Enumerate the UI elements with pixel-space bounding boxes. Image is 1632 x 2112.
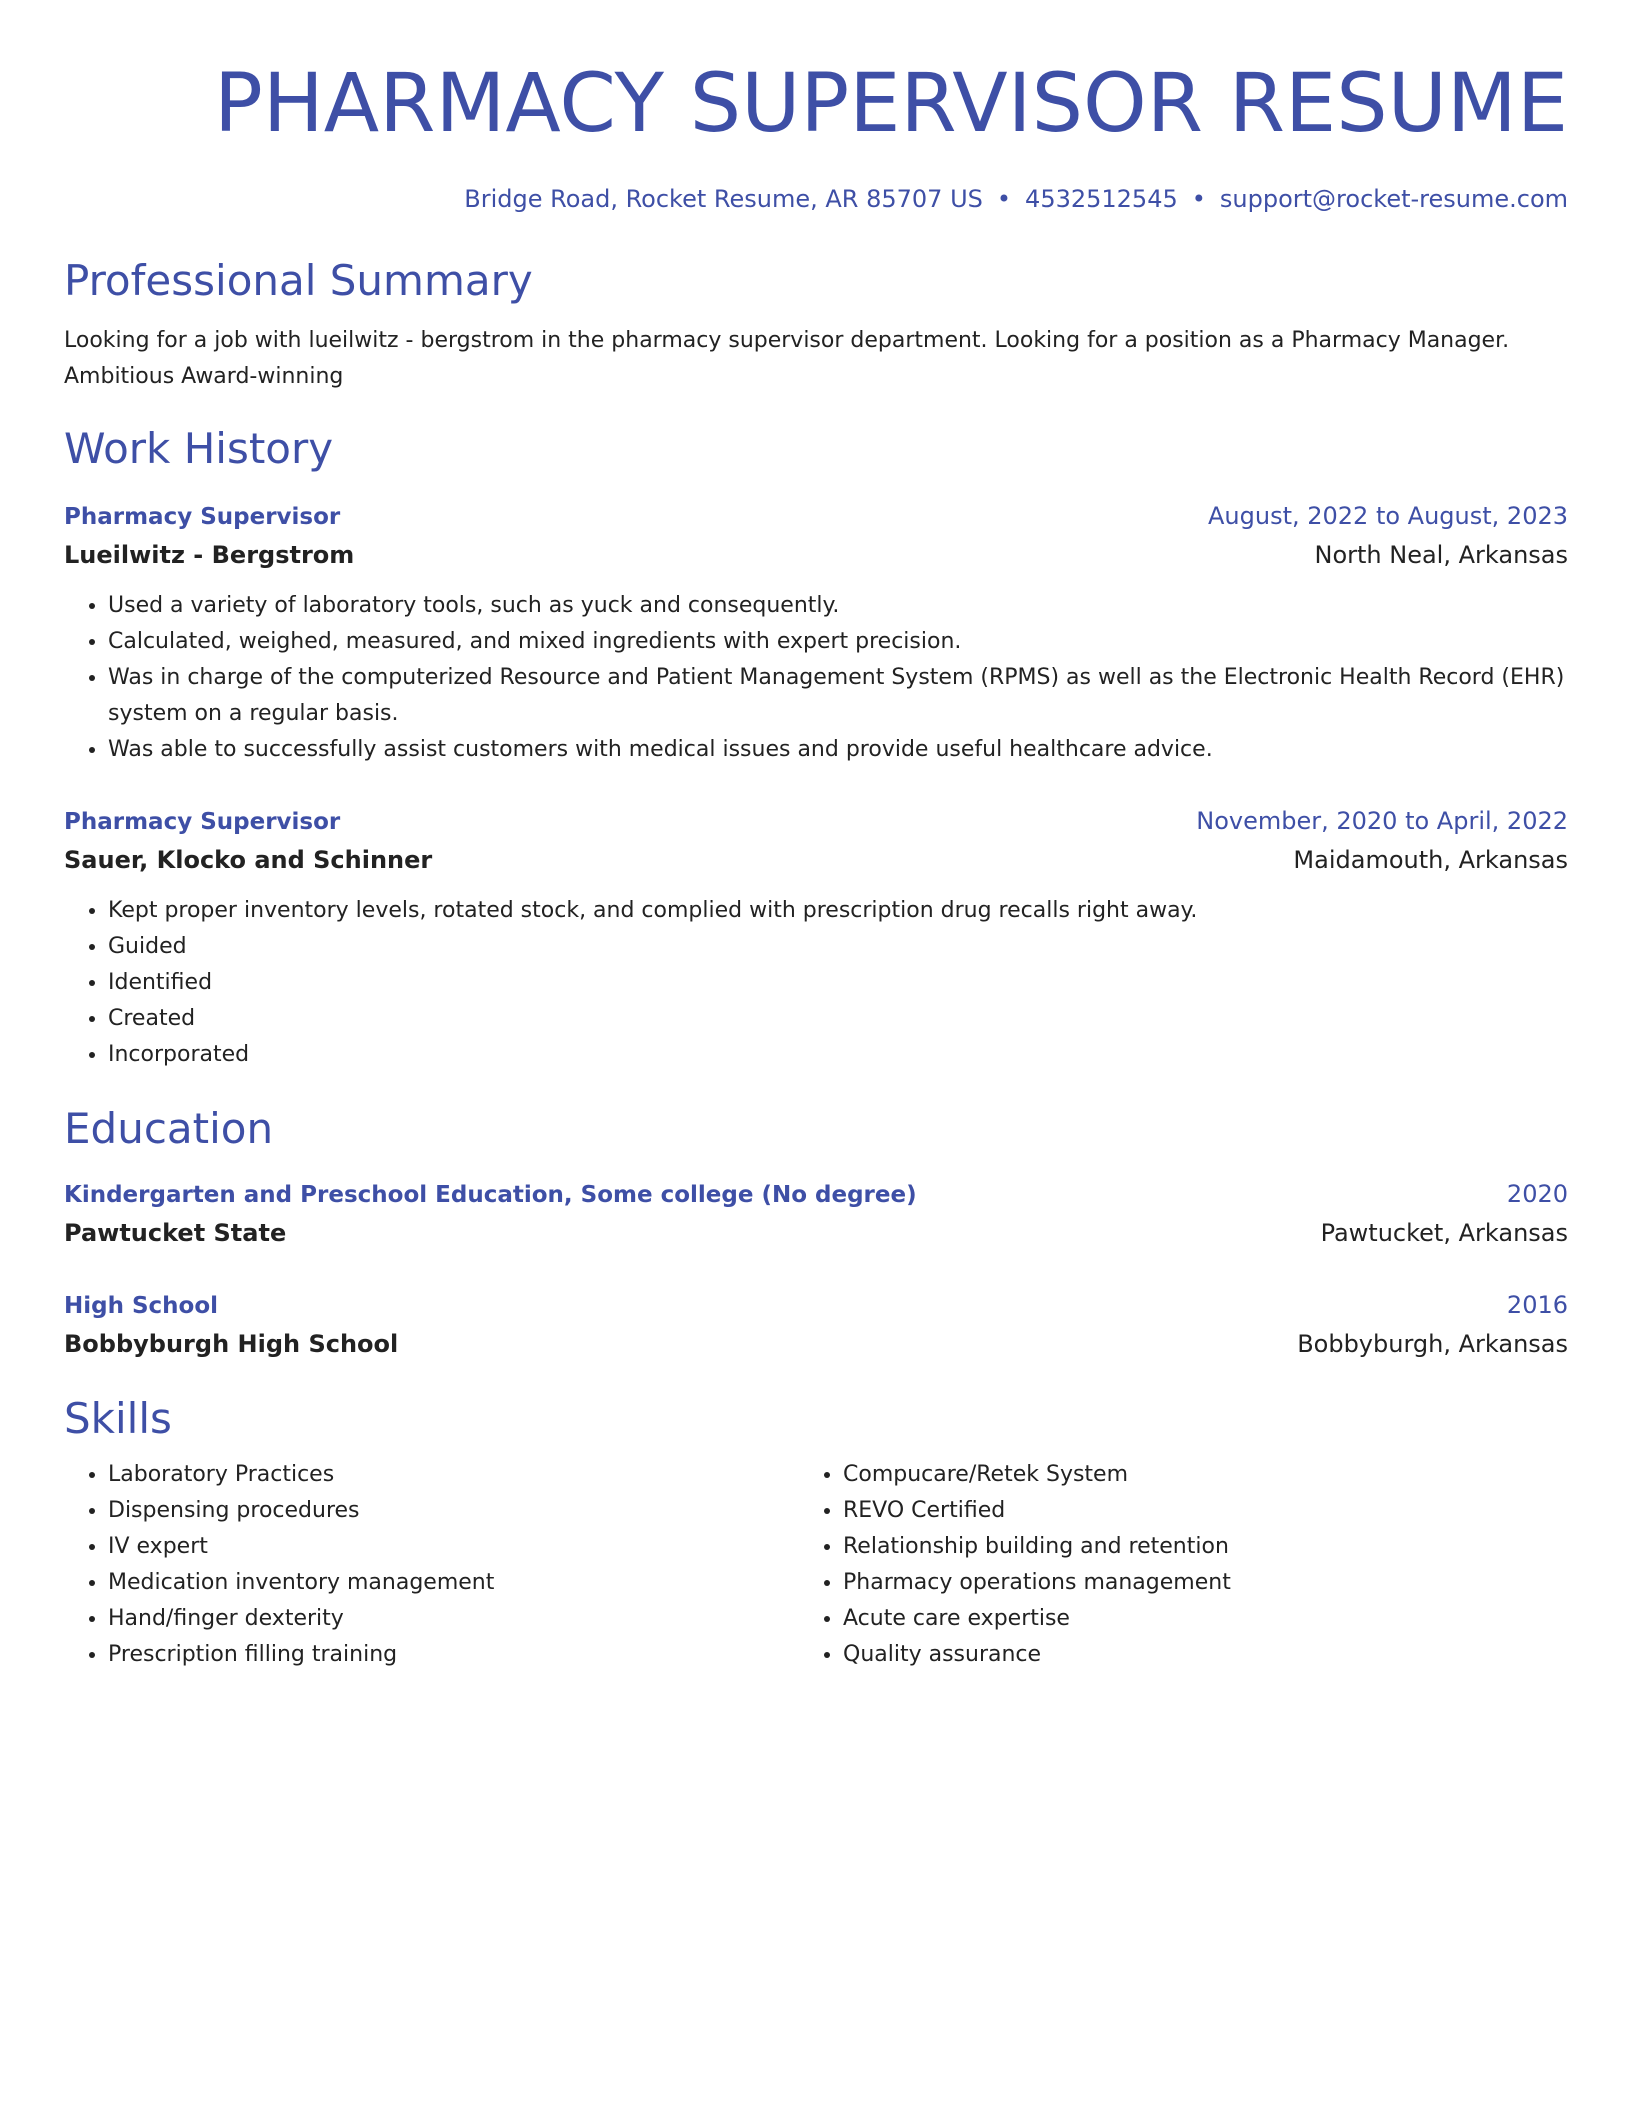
resume-title: PHARMACY SUPERVISOR RESUME: [214, 57, 1568, 151]
skills-column-right: [799, 1457, 1534, 1673]
list-item: • Calculated, weighed, measured, and mixed ingredients with expert precision.: [108, 624, 1568, 660]
list-item: • REVO Certified: [843, 1493, 1534, 1529]
contact-separator: •: [1191, 185, 1206, 213]
resume-header: [64, 56, 1568, 215]
list-item: • Pharmacy operations management: [843, 1565, 1534, 1601]
school-name: Bobbyburgh High School: [64, 1330, 399, 1358]
job-dates: August, 2022 to August, 2023: [1208, 502, 1568, 530]
list-item: • Created: [108, 1001, 1568, 1037]
list-item: • Hand/finger dexterity: [108, 1601, 799, 1637]
work-entry-header: [64, 497, 1568, 536]
company-name: Sauer, Klocko and Schinner: [64, 846, 433, 874]
education-entry-subheader: [64, 1214, 1568, 1252]
degree-name: High School: [64, 1293, 219, 1319]
list-item: • Incorporated: [108, 1037, 1568, 1073]
education-entry: [64, 1286, 1568, 1363]
summary-text: Looking for a job with lueilwitz - bergstrom in the pharmacy supervisor department. Looking for a position as a Pharmacy Manager. Ambitious Award-winning: [64, 328, 1510, 389]
skills-column-left: [64, 1457, 799, 1673]
graduation-year: 2020: [1506, 1180, 1568, 1208]
work-history-heading: Work History: [64, 424, 334, 473]
contact-email: support@rocket-resume.com: [1219, 185, 1568, 213]
graduation-year: 2016: [1506, 1291, 1568, 1319]
school-location: Bobbyburgh, Arkansas: [1297, 1330, 1568, 1358]
list-item: • Dispensing procedures: [108, 1493, 799, 1529]
skills-grid: [64, 1457, 1568, 1673]
job-title: Pharmacy Supervisor: [64, 504, 341, 530]
education-heading: Education: [64, 1104, 274, 1153]
job-dates: November, 2020 to April, 2022: [1196, 807, 1568, 835]
company-name: Lueilwitz - Bergstrom: [64, 541, 355, 569]
education-entry-header: [64, 1175, 1568, 1214]
work-entry-subheader: [64, 841, 1568, 879]
education-entry-subheader: [64, 1325, 1568, 1363]
job-location: Maidamouth, Arkansas: [1293, 846, 1568, 874]
education-entry-header: [64, 1286, 1568, 1325]
degree-name: Kindergarten and Preschool Education, Some college (No degree): [64, 1182, 917, 1208]
list-item: • Acute care expertise: [843, 1601, 1534, 1637]
skills-heading: Skills: [64, 1394, 172, 1443]
skills-list: [799, 1457, 1534, 1673]
school-location: Pawtucket, Arkansas: [1320, 1219, 1568, 1247]
contact-address: Bridge Road, Rocket Resume, AR 85707 US: [464, 185, 983, 213]
education-entry: [64, 1175, 1568, 1252]
list-item: • Used a variety of laboratory tools, such as yuck and consequently.: [108, 588, 1568, 624]
list-item: • IV expert: [108, 1529, 799, 1565]
summary-heading: Professional Summary: [64, 256, 533, 305]
work-entry: [64, 802, 1568, 1073]
list-item: • Kept proper inventory levels, rotated stock, and complied with prescription drug recalls right away.: [108, 893, 1568, 929]
list-item: • Laboratory Practices: [108, 1457, 799, 1493]
list-item: • Was able to successfully assist customers with medical issues and provide useful healthcare advice.: [108, 732, 1568, 768]
list-item: • Compucare/Retek System: [843, 1457, 1534, 1493]
contact-phone: 4532512545: [1025, 185, 1178, 213]
list-item: • Quality assurance: [843, 1637, 1534, 1673]
work-entry-subheader: [64, 536, 1568, 574]
school-name: Pawtucket State: [64, 1219, 287, 1247]
contact-line: [64, 183, 1568, 215]
list-item: • Guided: [108, 929, 1568, 965]
job-duties-list: [64, 893, 1568, 1073]
job-location: North Neal, Arkansas: [1314, 541, 1568, 569]
job-title: Pharmacy Supervisor: [64, 809, 341, 835]
work-entry-header: [64, 802, 1568, 841]
list-item: • Identified: [108, 965, 1568, 1001]
list-item: • Relationship building and retention: [843, 1529, 1534, 1565]
list-item: • Medication inventory management: [108, 1565, 799, 1601]
list-item: • Was in charge of the computerized Resource and Patient Management System (RPMS) as well as the Electronic Health Record (EHR) system on a regular basis.: [108, 660, 1568, 732]
skills-list: [64, 1457, 799, 1673]
list-item: • Prescription filling training: [108, 1637, 799, 1673]
work-entry: [64, 497, 1568, 768]
job-duties-list: [64, 588, 1568, 768]
contact-separator: •: [996, 185, 1012, 213]
